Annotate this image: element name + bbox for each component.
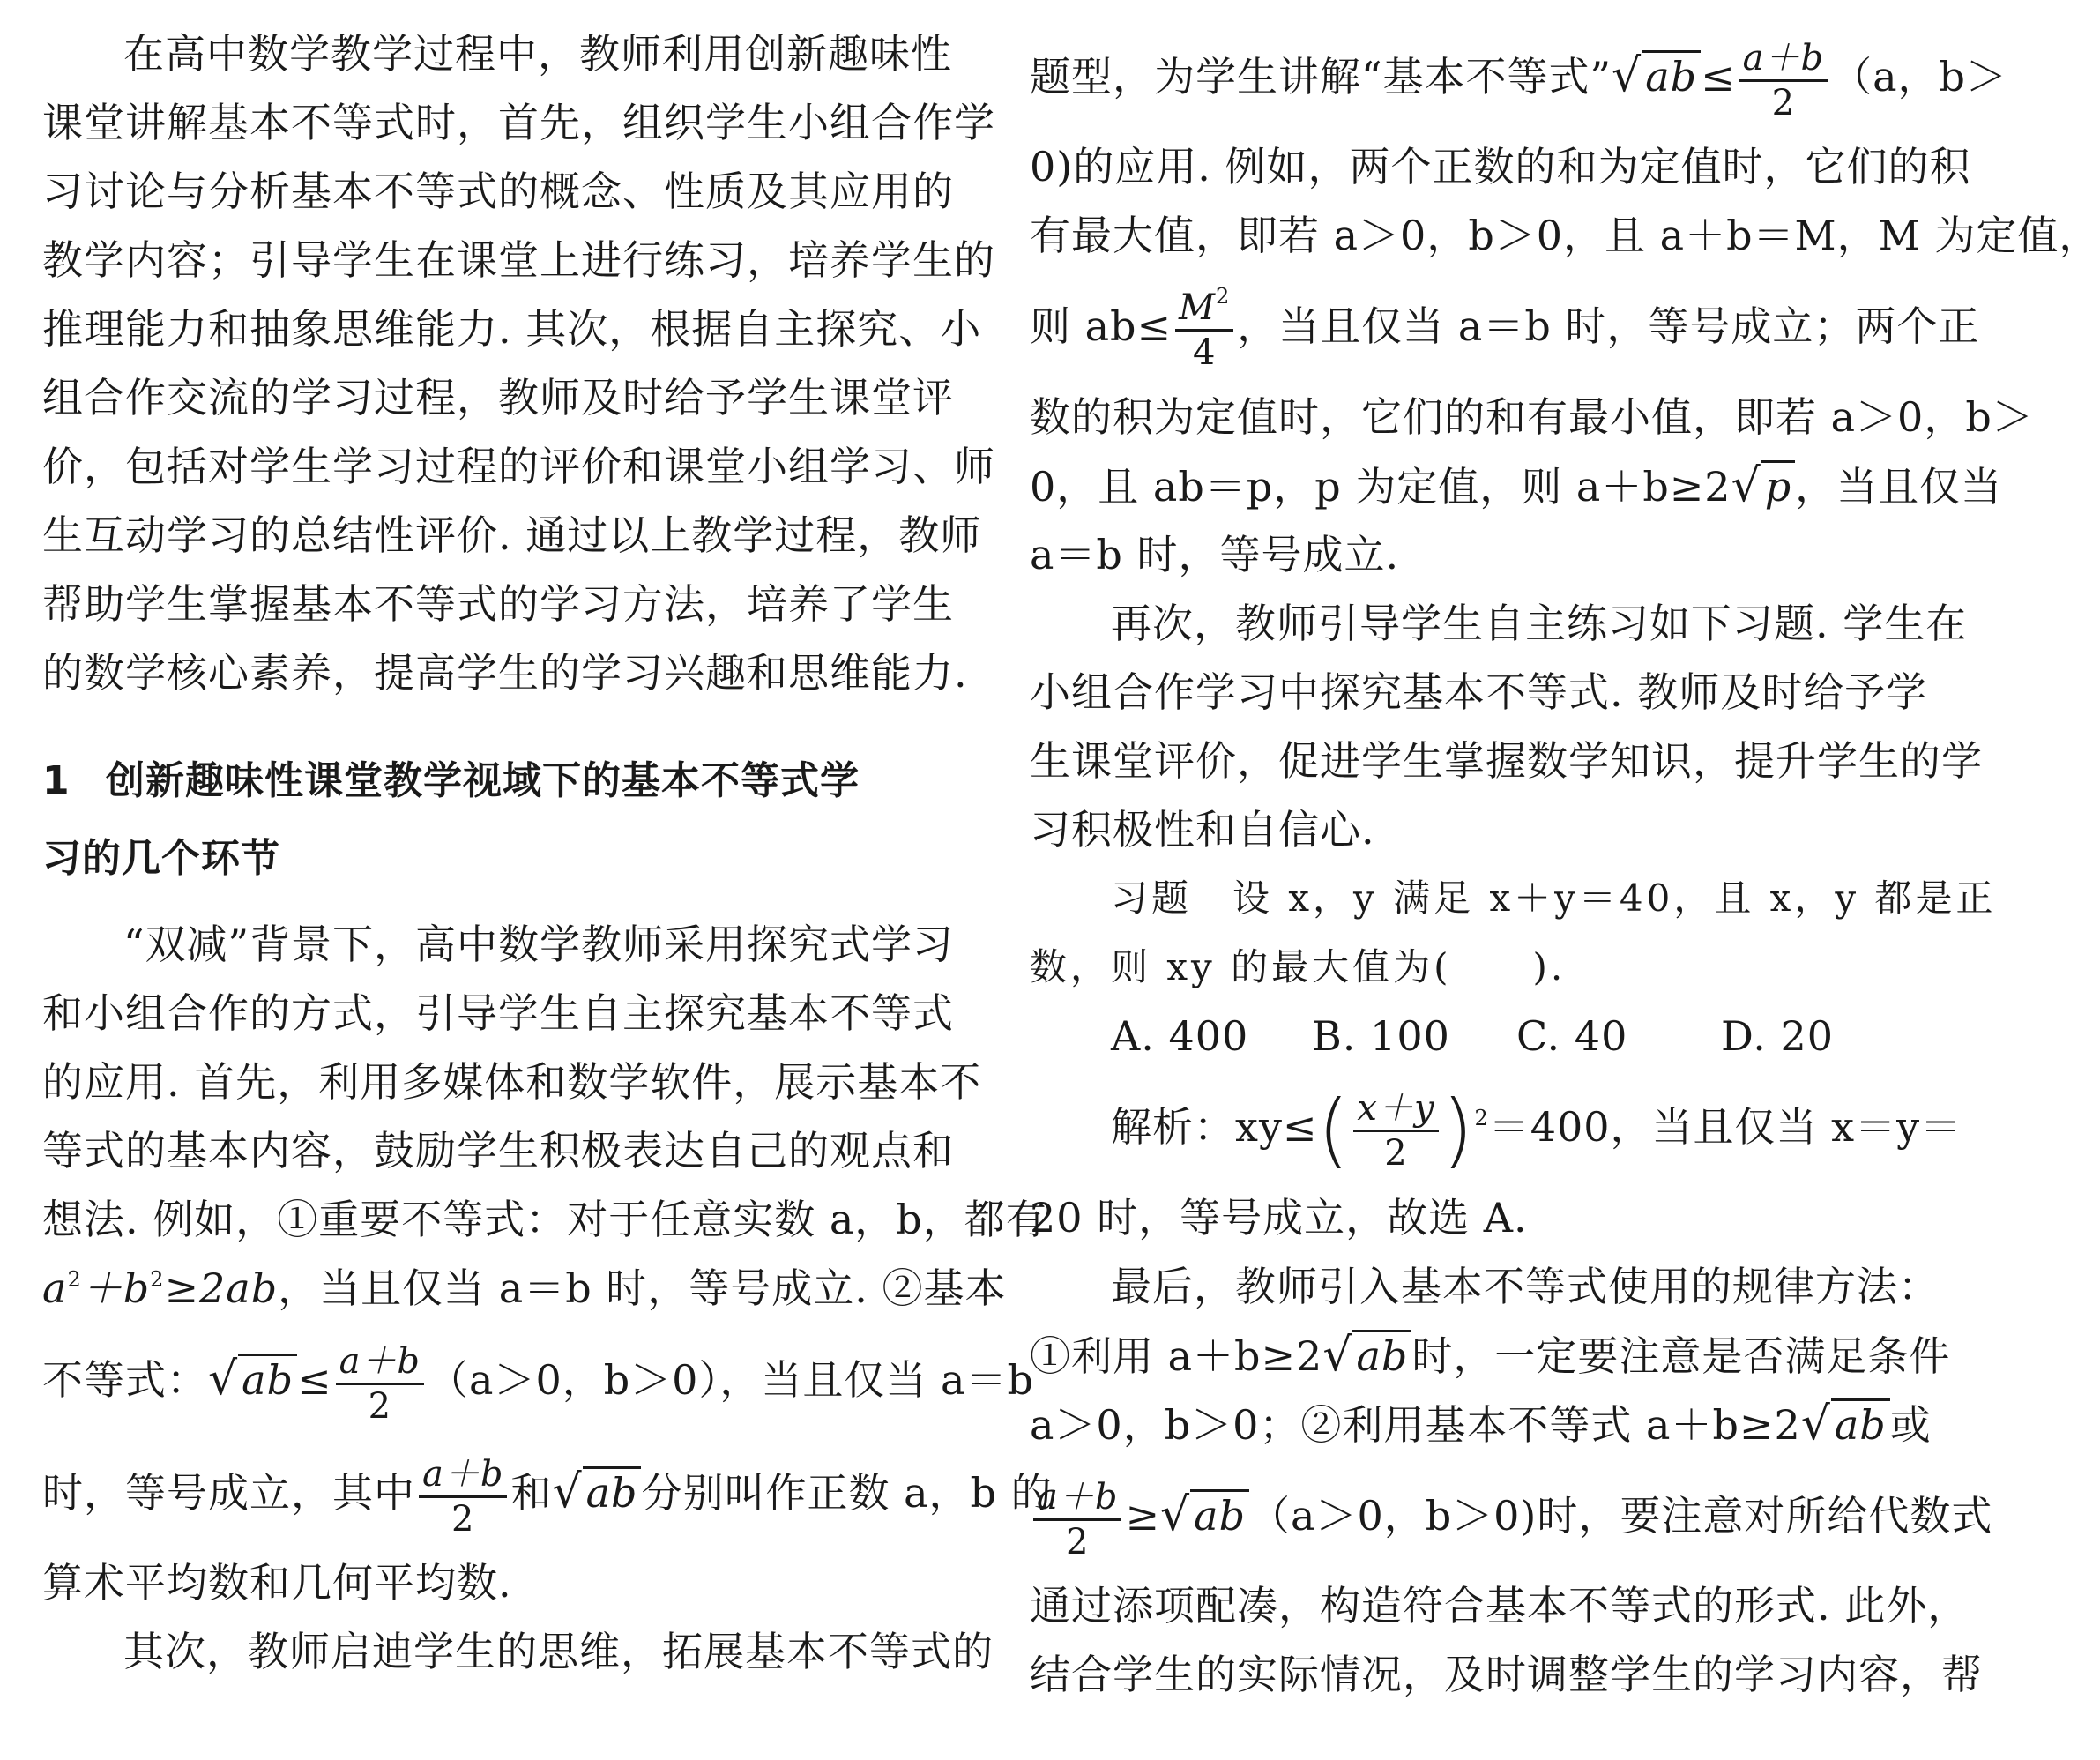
sqrt-ab: √ab [1160,1458,1249,1572]
section-heading-cont: 习的几个环节 [42,836,280,881]
fraction-m2-over-4: $\frac{M^2}{4}$ [1175,290,1233,370]
option-d: D. 20 [1721,1012,1835,1060]
paragraph-line: 的应用. 首先，利用多媒体和数学软件，展示基本不 [42,1058,982,1106]
paragraph-line: 小组合作学习中探究基本不等式. 教师及时给予学 [1030,668,1928,716]
section-heading [42,742,959,820]
paragraph-line: 帮助学生掌握基本不等式的学习方法，培养了学生 [42,580,954,628]
paragraph-line: 习讨论与分析基本不等式的概念、性质及其应用的 [42,168,954,215]
paragraph-line: 通过添项配凑，构造符合基本不等式的形式. 此外， [1030,1582,1970,1629]
basic-inequality-line: 不等式：√ab≤ $\frac{a+b}{2}$ （a＞0，b＞0），当且仅当 a＝b [42,1323,959,1436]
exercise-line: 数，则 xy 的最大值为( ). [1030,945,1567,988]
inequality-line: $a^2+b^2\ge 2ab$，当且仅当 a＝b 时，等号成立. ②基本 [42,1264,1007,1312]
paragraph-line: 生互动学习的总结性评价. 通过以上教学过程，教师 [42,511,982,559]
paragraph-line: 教学内容；引导学生在课堂上进行练习，培养学生的 [42,236,995,284]
exercise-line: 习题 设 x，y 满足 x＋y＝40，且 x，y 都是正 [1111,876,1997,920]
fraction-a-plus-b-over-2: $\frac{a+b}{2}$ [1033,1480,1121,1560]
answer-options [1030,1002,1938,1070]
paragraph-line: 算术平均数和几何平均数. [42,1559,512,1607]
paragraph-line: ①利用 a＋b≥2√ab时，一定要注意是否满足条件 [1030,1321,1938,1390]
paragraph-line: a＞0，b＞0；②利用基本不等式 a＋b≥2√ab或 [1030,1390,1938,1458]
option-c: C. 40 [1516,1012,1628,1060]
paragraph-line: 其次，教师启迪学生的思维，拓展基本不等式的 [123,1628,994,1675]
paragraph-line: 想法. 例如，①重要不等式：对于任意实数 a，b，都有 [42,1196,1047,1243]
sqrt-p: √p [1731,451,1796,521]
paragraph-line: a＝b 时，等号成立. [1030,531,1400,578]
paragraph-line: 习积极性和自信心. [1030,806,1375,854]
paragraph-line: 数的积为定值时，它们的和有最小值，即若 a＞0，b＞ [1030,393,2034,441]
paragraph-line: 生课堂评价，促进学生掌握数学知识，提升学生的学 [1030,737,1983,785]
fraction-a-plus-b-over-2: $\frac{a+b}{2}$ [419,1457,507,1537]
left-column [42,19,1053,1686]
sqrt-ab: √ab [1801,1390,1890,1459]
paragraph-line: 题型，为学生讲解“基本不等式”√ab≤ $\frac{a+b}{2}$ （a，b＞ [1030,19,1938,132]
formula-a: a [42,1264,68,1312]
paragraph-line: 在高中数学教学过程中，教师利用创新趣味性 [123,30,952,78]
means-line: 时，等号成立，其中 $\frac{a+b}{2}$ 和√ab分别叫作正数 a，b 的 [42,1436,959,1548]
fraction-a-plus-b-over-2: $\frac{a+b}{2}$ [1739,41,1828,121]
fraction-x-plus-y-over-2: $\frac{x+y}{2}$ [1353,1091,1438,1171]
sqrt-ab: √ab [208,1323,297,1436]
paragraph-line: 的数学核心素养，提高学生的学习兴趣和思维能力. [42,649,968,697]
paragraph-line: 再次，教师引导学生自主练习如下习题. 学生在 [1111,600,1968,647]
paragraph-line: 则 ab≤ $\frac{M^2}{4}$ ，当且仅当 a＝b 时，等号成立；两个正 [1030,283,1980,373]
sqrt-ab: √ab [552,1436,641,1549]
paragraph-line: 课堂讲解基本不等式时，首先，组织学生小组合作学 [42,99,995,146]
right-column [1030,19,2100,1709]
paragraph-line: “双减”背景下，高中数学教师采用探究式学习 [123,921,955,968]
paragraph-line: 组合作交流的学习过程，教师及时给予学生课堂评 [42,374,954,421]
paragraph-line: 0，且 ab＝p，p 为定值，则 a＋b≥2√p，当且仅当 [1030,451,1938,520]
paragraph-line: 推理能力和抽象思维能力. 其次，根据自主探究、小 [42,305,982,353]
sqrt-ab: √ab [1322,1321,1411,1391]
solution-line: 20 时，等号成立，故选 A. [1030,1194,1528,1242]
paragraph-line: 有最大值，即若 a＞0，b＞0，且 a＋b＝M，M 为定值， [1030,212,2100,259]
option-b: B. 100 [1312,1012,1450,1060]
paragraph-line: 价，包括对学生学习过程的评价和课堂小组学习、师 [42,443,995,490]
paragraph-line: 最后，教师引入基本不等式使用的规律方法： [1111,1263,1940,1310]
section-number: 1 [42,758,71,803]
paragraph-line: 和小组合作的方式，引导学生自主探究基本不等式 [42,989,954,1037]
paragraph-line: 0)的应用. 例如，两个正数的和为定值时，它们的积 [1030,143,1971,190]
sqrt-ab: √ab [1612,19,1701,133]
paragraph-line: 结合学生的实际情况，及时调整学生的学习内容，帮 [1030,1651,1983,1698]
paragraph-line: $\frac{a+b}{2}$ ≥√ab（a＞0，b＞0)时，要注意对所给代数式 [1030,1458,1938,1571]
option-a: A. 400 [1111,1012,1249,1060]
solution-line: 解析：xy≤( $\frac{x+y}{2}$ )$^2$＝400，当且仅当 x＝y＝ [1111,1083,1962,1177]
fraction-a-plus-b-over-2: $\frac{a+b}{2}$ [336,1344,424,1424]
paragraph-line: 等式的基本内容，鼓励学生积极表达自己的观点和 [42,1127,954,1175]
section-title-line1: 创新趣味性课堂教学视域下的基本不等式学 [106,758,860,803]
